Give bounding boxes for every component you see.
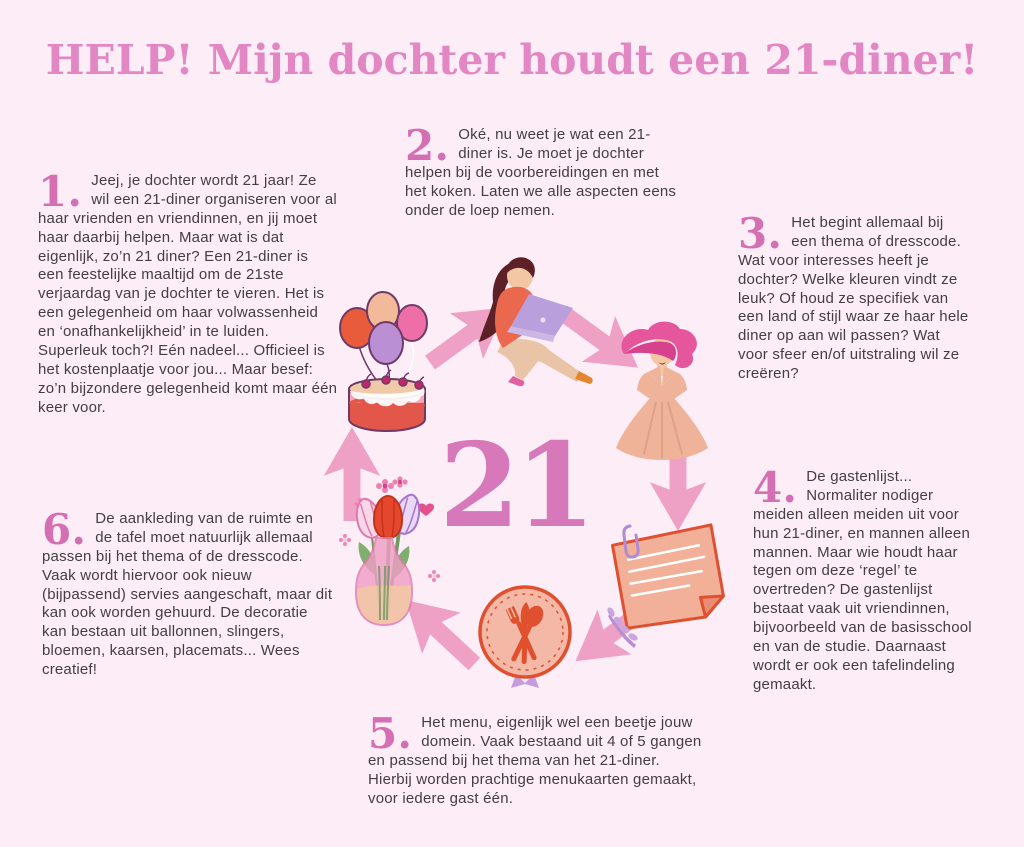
- step-6-number: 6.: [42, 505, 87, 554]
- guest-list-note-icon: [600, 516, 730, 656]
- step-3-block: [738, 209, 972, 384]
- step-1-text: Jeej, je dochter wordt 21 jaar! Ze wil een 21-diner organiseren voor al haar vrienden en vriendinnen, en jij moet haar daarbij helpen. Maar wat is dat eigenlijk, zo’n 21 diner? Een 21-diner is een feestelijke maaltijd om de 21ste verjaardag van je dochter te vieren. Het is een gelegenheid om haar volwassenheid en ‘onafhankelijkheid’ in te luiden. Superleuk toch?! Eén nadeel... Officieel is het kostenplaatje voor jou... Maar besef: zo’n bijzondere gelegenheid komt maar één keer voor.: [38, 172, 338, 416]
- page-title: HELP! Mijn dochter houdt een 21-diner!: [45, 36, 979, 84]
- step-2-text: Oké, nu weet je wat een 21-diner is. Je moet je dochter helpen bij de voorbereidingen en met het koken. Laten we alle aspecten eens onder de loep nemen.: [405, 126, 677, 219]
- dress-and-hat-icon: [610, 320, 712, 462]
- woman-with-laptop-icon: [443, 250, 593, 392]
- step-5-number: 5.: [368, 709, 413, 758]
- step-1-number: 1.: [38, 167, 83, 216]
- step-4-text: De gastenlijst... Normaliter nodiger meiden alleen meiden uit voor hun 21-diner, en mannen alleen mannen. Maar wie houdt haar tegen om deze ‘regel’ te overtreden? De gastenlijst bestaat vaak uit vriendinnen, bijvoorbeeld van de basisschool en van de studie. Daarnaast wordt er ook een tafelindeling gemaakt.: [753, 468, 972, 693]
- step-2-number: 2.: [405, 121, 450, 170]
- step-5-block: [368, 709, 702, 808]
- step-4-number: 4.: [753, 463, 798, 512]
- step-3-number: 3.: [738, 209, 783, 258]
- step-4-block: [753, 463, 975, 695]
- step-5-text: Het menu, eigenlijk wel een beetje jouw domein. Vaak bestaand uit 4 of 5 gangen en passend bij het thema van het 21-diner. Hierbij worden prachtige menukaarten gemaakt, voor iedere gast één.: [368, 714, 702, 807]
- step-6-block: [42, 505, 334, 680]
- cake-and-balloons-icon: [333, 286, 441, 438]
- step-2-block: [405, 121, 677, 220]
- step-3-text: Het begint allemaal bij een thema of dresscode. Wat voor interesses heeft je dochter? Welke kleuren vindt ze leuk? Of houd ze specifiek van een land of stijl waar ze haar hele diner op aan wil passen? Wat voor sfeer en/of uitstraling wil ze creëren?: [738, 214, 969, 383]
- step-1-block: [38, 167, 338, 418]
- step-6-text: De aankleding van de ruimte en de tafel moet natuurlijk allemaal passen bij het thema of de dresscode. Vaak wordt hiervoor ook nieuw (bijpassend) servies aangeschaft, maar dit kan ook worden gehuurd. De decoratie kan bestaan uit ballonnen, slingers, bloemen, kaarsen, placemats... Wees creatief!: [42, 510, 333, 679]
- menu-plate-cutlery-icon: [476, 580, 574, 694]
- center-number-21: 21: [439, 418, 591, 554]
- flower-vase-icon: [332, 476, 444, 636]
